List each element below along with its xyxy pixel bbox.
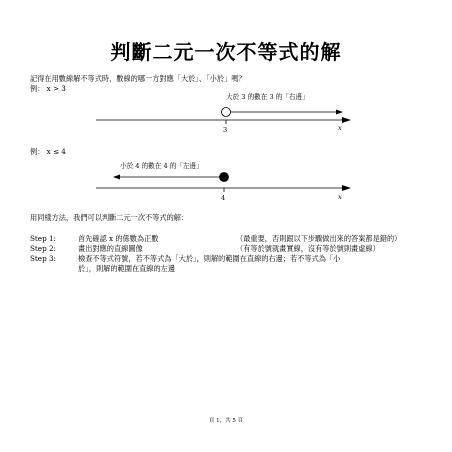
example2-tick-label: 4 <box>221 194 226 202</box>
step1-note: （最重要，否則跟以下步驟做出來的答案都是錯的） <box>236 234 402 243</box>
axis-arrowhead-1 <box>342 117 351 123</box>
step3-label: Step 3: <box>30 254 56 263</box>
example1-label: 例： x > 3 <box>30 84 66 93</box>
step3-text: 檢查不等式符號，若不等式為「大於」，則解的範圍在直線的右邊；若不等式為「小 <box>78 254 341 263</box>
intro-text: 記得在用數線解不等式時，數線的哪一方對應「大於」、「小於」嗎？ <box>30 74 246 83</box>
example2-axis-label: x <box>338 193 342 201</box>
number-line-1 <box>96 108 351 125</box>
example1-tick-label: 3 <box>223 126 228 134</box>
ray-arrowhead-left <box>113 175 120 180</box>
page-title: 判斷二元一次不等式的解 <box>110 40 342 64</box>
method-intro: 用同樣方法，我們可以判斷二元一次不等式的解： <box>30 213 189 222</box>
step3-text-continued: 於」，則解的範圍在直線的左邊 <box>78 264 176 273</box>
step1-text: 首先確認 x 的係數為正數 <box>78 234 159 243</box>
open-circle-marker <box>222 108 231 117</box>
filled-circle-marker <box>220 173 229 182</box>
example1-annotation: 大於 3 的數在 3 的「右邊」 <box>226 93 309 101</box>
page-footer: 頁 1，共 5 頁 <box>208 418 244 424</box>
axis-arrowhead-2 <box>342 185 351 191</box>
step2-label: Step 2: <box>30 244 56 253</box>
step2-text: 畫出對應的直線圖像 <box>78 244 143 253</box>
step2-note: （有等於號就畫實線，沒有等於號則畫虛線） <box>236 244 380 253</box>
example2-label: 例： x ≤ 4 <box>30 147 66 156</box>
number-line-2 <box>96 173 351 193</box>
step1-label: Step 1: <box>30 234 56 243</box>
example2-annotation: 小於 4 的數在 4 的「左邊」 <box>120 162 203 170</box>
example1-axis-label: x <box>338 124 342 132</box>
ray-arrowhead-right <box>336 110 343 115</box>
